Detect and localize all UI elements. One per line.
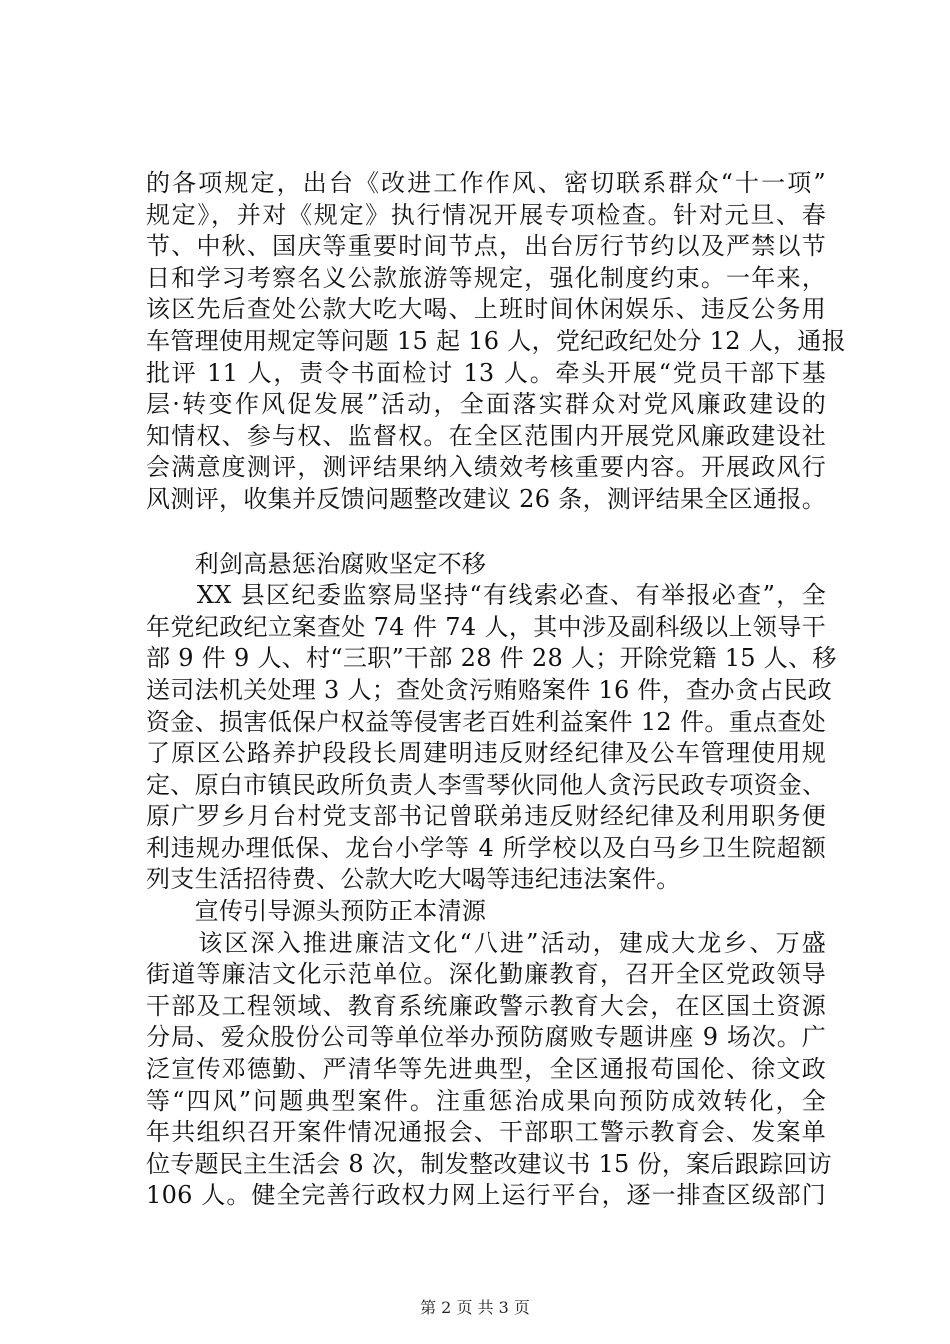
section-heading: 宣传引导源头预防正本清源 — [146, 897, 487, 926]
page-footer: 第 2 页 共 3 页 — [420, 1298, 530, 1317]
section-heading: 利剑高悬惩治腐败坚定不移 — [146, 549, 487, 578]
paragraph-gap — [146, 516, 826, 549]
text-line: 的各项规定，出台《改进工作作风、密切联系群众“十一项” — [146, 169, 826, 197]
text-line: 知情权、参与权、监督权。在全区范围内开展党风廉政建设社 — [146, 421, 826, 450]
document-body — [146, 168, 846, 1212]
text-line: 定、原白市镇民政所负责人李雪琴伙同他人贪污民政专项资金、 — [146, 770, 827, 799]
text-line: 等“四风”问题典型案件。注重惩治成果向预防成效转化，全 — [146, 1086, 826, 1115]
text-line: 车管理使用规定等问题 15 起 16 人，党纪政纪处分 12 人，通报 — [146, 326, 846, 355]
text-line: 原广罗乡月台村党支部书记曾联弟违反财经纪律及利用职务便 — [146, 802, 826, 831]
text-line: 分局、爱众股份公司等单位举办预防腐败专题讲座 9 场次。广 — [146, 1023, 826, 1052]
text-line: 年共组织召开案件情况通报会、干部职工警示教育会、发案单 — [146, 1118, 826, 1147]
text-line: 资金、损害低保户权益等侵害老百姓利益案件 12 件。重点查处 — [146, 707, 826, 736]
text-line: 会满意度测评，测评结果纳入绩效考核重要内容。开展政风行 — [146, 453, 826, 482]
text-line: 风测评，收集并反馈问题整改建议 26 条，测评结果全区通报。 — [146, 484, 826, 513]
text-line: 利违规办理低保、龙台小学等 4 所学校以及白马乡卫生院超额 — [146, 833, 826, 862]
text-line: 106 人。健全完善行政权力网上运行平台，逐一排查区级部门 — [146, 1181, 826, 1210]
text-line: 干部及工程领域、教育系统廉政警示教育大会，在区国土资源 — [146, 991, 826, 1020]
text-line: 泛宣传邓德勤、严清华等先进典型，全区通报苟国伦、徐文政 — [146, 1055, 826, 1084]
text-line: 该区先后查处公款大吃大喝、上班时间休闲娱乐、违反公务用 — [146, 295, 826, 324]
text-line: 年党纪政纪立案查处 74 件 74 人，其中涉及副科级以上领导干 — [146, 612, 826, 641]
text-line: 街道等廉洁文化示范单位。深化勤廉教育，召开全区党政领导 — [146, 960, 826, 989]
text-line: XX 县区纪委监察局坚持“有线索必查、有举报必查”，全 — [146, 581, 826, 610]
text-line: 批评 11 人，责令书面检讨 13 人。牵头开展“党员干部下基 — [146, 358, 826, 387]
text-line: 了原区公路养护段段长周建明违反财经纪律及公车管理使用规 — [146, 739, 826, 768]
text-line: 送司法机关处理 3 人；查处贪污贿赂案件 16 件，查办贪占民政 — [146, 675, 832, 704]
text-line: 位专题民主生活会 8 次，制发整改建议书 15 份，案后跟踪回访 — [146, 1149, 832, 1178]
paragraph-style-rules — [146, 168, 846, 516]
text-line: 日和学习考察名义公款旅游等规定，强化制度约束。一年来， — [146, 263, 826, 292]
text-line: 列支生活招待费、公款大吃大喝等违纪违法案件。 — [146, 865, 681, 894]
text-line: 层·转变作风促发展”活动，全面落实群众对党风廉政建设的 — [146, 390, 826, 419]
paragraph-case-handling — [146, 580, 837, 896]
paragraph-prevention — [146, 928, 832, 1212]
text-line: 规定》，并对《规定》执行情况开展专项检查。针对元旦、春 — [146, 200, 826, 229]
text-line: 该区深入推进廉洁文化“八进”活动，建成大龙乡、万盛 — [146, 928, 826, 957]
text-line: 部 9 件 9 人、村“三职”干部 28 件 28 人；开除党籍 15 人、移 — [146, 644, 837, 673]
text-line: 节、中秋、国庆等重要时间节点，出台厉行节约以及严禁以节 — [146, 232, 826, 261]
